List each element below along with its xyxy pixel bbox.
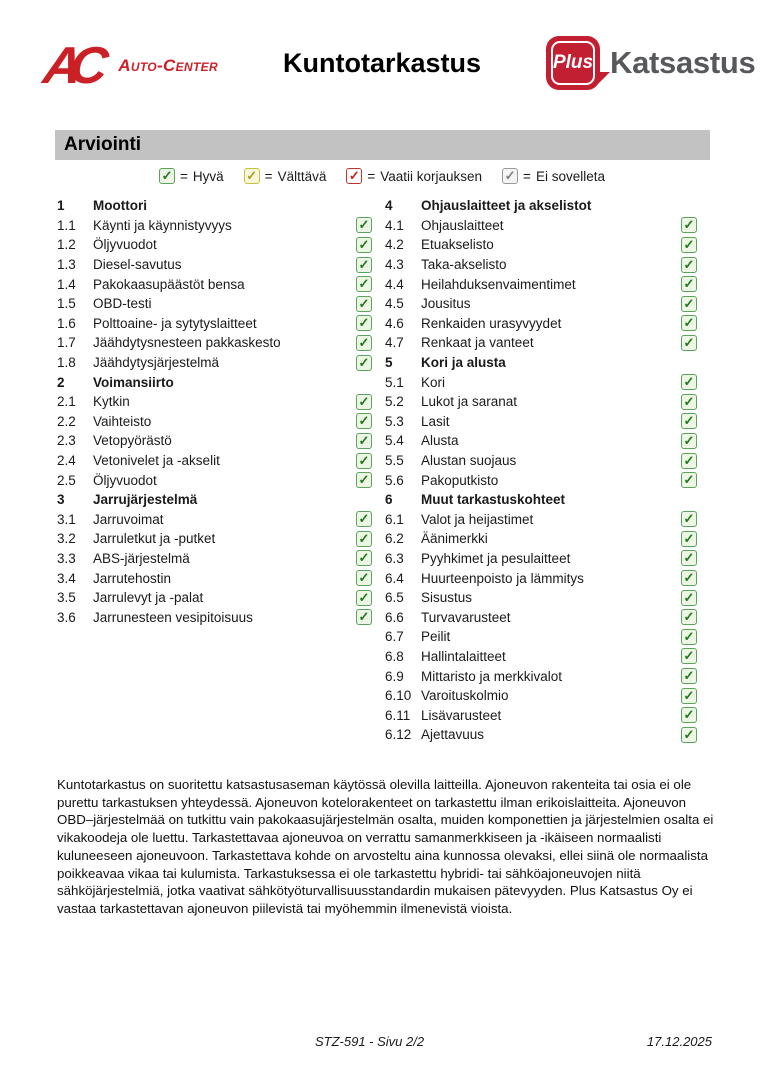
item-number: 5.2 <box>385 394 404 410</box>
equals-sign: = <box>180 168 188 184</box>
item-number: 2.1 <box>57 394 76 410</box>
item-label: Käynti ja käynnistyvyys <box>93 217 232 233</box>
checklist-item <box>385 431 697 451</box>
checkbox-checked-icon: ✓ <box>356 394 372 410</box>
item-number: 5.5 <box>385 453 404 469</box>
item-number: 4.6 <box>385 315 404 331</box>
section-heading: Muut tarkastuskohteet <box>421 492 566 508</box>
item-number: 6.11 <box>385 707 411 723</box>
checklist-item <box>57 333 372 353</box>
checkbox-checked-icon: ✓ <box>356 335 372 351</box>
legend-label: Ei sovelleta <box>535 168 605 184</box>
checklist-item <box>57 294 372 314</box>
checkbox-checked-icon: ✓ <box>681 707 697 723</box>
item-number: 6.3 <box>385 550 404 566</box>
item-label: Kytkin <box>93 394 130 410</box>
checklist-item <box>385 666 697 686</box>
item-label: Jäähdytysnesteen pakkaskesto <box>93 335 281 351</box>
checkbox-checked-icon: ✓ <box>356 570 372 586</box>
checkbox-fair-icon: ✓ <box>244 168 260 184</box>
item-number: 1.3 <box>57 257 76 273</box>
section-heading: Ohjauslaitteet ja akselistot <box>421 198 592 214</box>
item-label: Vetopyörästö <box>93 433 172 449</box>
checklist-item <box>57 235 372 255</box>
equals-sign: = <box>367 168 376 184</box>
item-number: 1.6 <box>57 315 76 331</box>
section-header-row <box>385 196 697 216</box>
section-header-row <box>385 353 697 373</box>
item-label: Jäähdytysjärjestelmä <box>93 355 220 371</box>
checkbox-checked-icon: ✓ <box>681 315 697 331</box>
checklist-item <box>57 255 372 275</box>
item-number: 6.8 <box>385 648 404 664</box>
checkbox-checked-icon: ✓ <box>681 688 697 704</box>
item-number: 2.2 <box>57 413 76 429</box>
checklist-item <box>385 392 697 412</box>
item-number: 3.5 <box>57 590 76 606</box>
checklist-item <box>385 333 697 353</box>
item-number: 4.3 <box>385 257 404 273</box>
item-label: Öljyvuodot <box>93 472 157 488</box>
checkbox-checked-icon: ✓ <box>681 550 697 566</box>
legend-label: Vaatii korjauksen <box>380 168 483 184</box>
item-number: 3.1 <box>57 511 76 527</box>
item-number: 4.2 <box>385 237 404 253</box>
checkbox-checked-icon: ✓ <box>681 727 697 743</box>
item-number: 6.7 <box>385 629 404 645</box>
checkbox-checked-icon: ✓ <box>356 511 372 527</box>
checklist-item <box>385 725 697 745</box>
katsastus-logo-text: Katsastus <box>610 45 756 80</box>
checkbox-checked-icon: ✓ <box>356 413 372 429</box>
item-label: Etuakselisto <box>421 237 494 253</box>
checkbox-checked-icon: ✓ <box>356 315 372 331</box>
item-label: Vetonivelet ja -akselit <box>93 453 220 469</box>
item-label: Alusta <box>421 433 459 449</box>
checklist-item <box>385 686 697 706</box>
item-label: Mittaristo ja merkkivalot <box>421 668 563 684</box>
item-label: Alustan suojaus <box>421 453 517 469</box>
item-number: 3.2 <box>57 531 76 547</box>
item-label: Huurteenpoisto ja lämmitys <box>421 570 584 586</box>
item-label: Polttoaine- ja sytytyslaitteet <box>93 315 257 331</box>
checkbox-checked-icon: ✓ <box>356 296 372 312</box>
checkbox-checked-icon: ✓ <box>681 257 697 273</box>
checklist-item <box>57 607 372 627</box>
item-number: 1.7 <box>57 335 76 351</box>
item-number: 6.9 <box>385 668 404 684</box>
checklist-item <box>57 588 372 608</box>
checklist-item <box>57 529 372 549</box>
legend-item <box>244 168 327 184</box>
item-number: 4.7 <box>385 335 404 351</box>
checkbox-checked-icon: ✓ <box>681 648 697 664</box>
section-heading: Moottori <box>93 198 147 214</box>
item-label: Hallintalaitteet <box>421 648 506 664</box>
checkbox-checked-icon: ✓ <box>356 217 372 233</box>
section-number: 1 <box>57 198 65 214</box>
equals-sign: = <box>264 168 273 184</box>
checklist-item <box>385 549 697 569</box>
checkbox-checked-icon: ✓ <box>681 570 697 586</box>
legend-item <box>502 168 605 184</box>
item-label: Renkaat ja vanteet <box>421 335 534 351</box>
checkbox-checked-icon: ✓ <box>356 472 372 488</box>
item-label: Ajettavuus <box>421 727 485 743</box>
checklist-column-left <box>57 196 372 745</box>
checklist-item <box>57 470 372 490</box>
section-number: 6 <box>385 492 393 508</box>
item-number: 2.3 <box>57 433 76 449</box>
item-label: Jarrulevyt ja -palat <box>93 590 204 606</box>
checklist-item <box>57 510 372 530</box>
item-number: 6.12 <box>385 727 412 743</box>
rating-legend <box>0 168 764 184</box>
item-label: Lukot ja saranat <box>421 394 518 410</box>
item-number: 4.4 <box>385 276 404 292</box>
checklist-item <box>57 353 372 373</box>
checklist-item <box>385 235 697 255</box>
checklist-item <box>385 627 697 647</box>
checklist-item <box>57 274 372 294</box>
item-label: OBD-testi <box>93 296 152 312</box>
item-label: Lasit <box>421 413 450 429</box>
item-label: Jarrutehostin <box>93 570 172 586</box>
section-header-row <box>57 372 372 392</box>
item-label: Pakokaasupäästöt bensa <box>93 276 245 292</box>
autocenter-monogram-icon: AC <box>39 37 101 95</box>
checkbox-checked-icon: ✓ <box>681 453 697 469</box>
item-label: ABS-järjestelmä <box>93 550 190 566</box>
checkbox-checked-icon: ✓ <box>681 335 697 351</box>
section-heading: Jarrujärjestelmä <box>93 492 198 508</box>
item-number: 5.6 <box>385 472 404 488</box>
checkbox-checked-icon: ✓ <box>681 609 697 625</box>
checkbox-checked-icon: ✓ <box>681 374 697 390</box>
checkbox-checked-icon: ✓ <box>681 629 697 645</box>
speech-bubble-tail-icon <box>595 72 610 87</box>
section-title: Arviointi <box>64 134 142 155</box>
footer-registration-page: STZ-591 - Sivu 2/2 <box>315 1034 425 1049</box>
checkbox-checked-icon: ✓ <box>356 590 372 606</box>
checkbox-na-icon: ✓ <box>502 168 518 184</box>
checklist-item <box>385 451 697 471</box>
section-number: 5 <box>385 355 393 371</box>
item-label: Pyyhkimet ja pesulaitteet <box>421 550 571 566</box>
checkbox-checked-icon: ✓ <box>681 413 697 429</box>
checklist <box>57 196 712 745</box>
item-number: 6.2 <box>385 531 404 547</box>
item-number: 1.2 <box>57 237 76 253</box>
checkbox-checked-icon: ✓ <box>681 394 697 410</box>
item-number: 4.1 <box>385 217 404 233</box>
legend-label: Välttävä <box>277 168 327 184</box>
item-number: 1.8 <box>57 355 76 371</box>
checklist-item <box>57 412 372 432</box>
item-number: 5.4 <box>385 433 404 449</box>
item-label: Heilahduksenvaimentimet <box>421 276 576 292</box>
item-label: Kori <box>421 374 446 390</box>
plus-badge-inner <box>551 41 595 85</box>
item-label: Jarruletkut ja -putket <box>93 531 216 547</box>
checkbox-checked-icon: ✓ <box>681 472 697 488</box>
plus-badge-text: Plus <box>552 52 594 73</box>
checklist-item <box>385 470 697 490</box>
footer-date: 17.12.2025 <box>646 1034 712 1049</box>
checkbox-checked-icon: ✓ <box>356 276 372 292</box>
item-number: 5.1 <box>385 374 404 390</box>
arviointi-section-bar <box>55 130 710 160</box>
checklist-item <box>57 392 372 412</box>
checklist-item <box>57 549 372 569</box>
section-heading: Voimansiirto <box>93 374 174 390</box>
item-number: 3.6 <box>57 609 76 625</box>
item-label: Jarruvoimat <box>93 511 164 527</box>
item-label: Varoituskolmio <box>421 688 509 704</box>
equals-sign: = <box>523 168 531 184</box>
checklist-item <box>385 705 697 725</box>
plus-badge-icon <box>546 36 600 90</box>
section-header-row <box>57 196 372 216</box>
item-number: 6.5 <box>385 590 404 606</box>
item-label: Lisävarusteet <box>421 707 502 723</box>
item-label: Diesel-savutus <box>93 257 182 273</box>
item-number: 3.4 <box>57 570 76 586</box>
item-label: Vaihteisto <box>93 413 152 429</box>
item-number: 3.3 <box>57 550 76 566</box>
item-number: 1.5 <box>57 296 76 312</box>
checkbox-checked-icon: ✓ <box>681 590 697 606</box>
item-number: 5.3 <box>385 413 404 429</box>
item-number: 6.10 <box>385 688 412 704</box>
item-label: Öljyvuodot <box>93 237 157 253</box>
item-number: 2.5 <box>57 472 76 488</box>
checkbox-checked-icon: ✓ <box>356 237 372 253</box>
legend-item <box>159 168 224 184</box>
checkbox-checked-icon: ✓ <box>681 276 697 292</box>
checklist-item <box>385 412 697 432</box>
checklist-item <box>57 431 372 451</box>
item-label: Sisustus <box>421 590 473 606</box>
plus-katsastus-logo <box>546 36 755 90</box>
checkbox-checked-icon: ✓ <box>356 531 372 547</box>
checklist-item <box>57 451 372 471</box>
checkbox-checked-icon: ✓ <box>356 355 372 371</box>
section-header-row <box>385 490 697 510</box>
item-label: Renkaiden urasyvyydet <box>421 315 562 331</box>
checkbox-good-icon: ✓ <box>159 168 175 184</box>
section-number: 2 <box>57 374 65 390</box>
checklist-column-right <box>385 196 697 745</box>
item-label: Äänimerkki <box>421 531 488 547</box>
item-label: Pakoputkisto <box>421 472 499 488</box>
checklist-item <box>385 647 697 667</box>
checkbox-repair-icon: ✓ <box>346 168 362 184</box>
page-title: Kuntotarkastus <box>282 48 482 78</box>
item-label: Jarrunesteen vesipitoisuus <box>93 609 253 625</box>
item-number: 6.6 <box>385 609 404 625</box>
item-label: Ohjauslaitteet <box>421 217 504 233</box>
legend-label: Hyvä <box>192 168 224 184</box>
checklist-item <box>385 510 697 530</box>
item-number: 6.1 <box>385 511 404 527</box>
checkbox-checked-icon: ✓ <box>681 296 697 312</box>
checkbox-checked-icon: ✓ <box>681 531 697 547</box>
legend-item <box>346 168 482 184</box>
item-number: 2.4 <box>57 453 76 469</box>
checkbox-checked-icon: ✓ <box>681 217 697 233</box>
item-number: 1.4 <box>57 276 76 292</box>
checklist-item <box>57 568 372 588</box>
checklist-item <box>385 607 697 627</box>
item-label: Turvavarusteet <box>421 609 511 625</box>
item-label: Taka-akselisto <box>421 257 507 273</box>
checkbox-checked-icon: ✓ <box>356 257 372 273</box>
item-number: 6.4 <box>385 570 404 586</box>
checklist-item <box>385 274 697 294</box>
item-label: Jousitus <box>421 296 471 312</box>
item-label: Valot ja heijastimet <box>421 511 534 527</box>
checklist-item <box>385 294 697 314</box>
checklist-item <box>385 568 697 588</box>
section-heading: Kori ja alusta <box>421 355 506 371</box>
checklist-item <box>385 529 697 549</box>
checkbox-checked-icon: ✓ <box>356 453 372 469</box>
checklist-item <box>57 216 372 236</box>
checklist-item <box>385 314 697 334</box>
section-number: 3 <box>57 492 65 508</box>
checkbox-checked-icon: ✓ <box>356 609 372 625</box>
checkbox-checked-icon: ✓ <box>681 668 697 684</box>
checkbox-checked-icon: ✓ <box>356 433 372 449</box>
item-number: 4.5 <box>385 296 404 312</box>
checkbox-checked-icon: ✓ <box>681 237 697 253</box>
autocenter-logo-text: Auto-Center <box>118 56 218 75</box>
disclaimer-text: Kuntotarkastus on suoritettu katsastusaseman käytössä olevilla laitteilla. Ajoneuvon rakenteita tai osia ei ole purettu tarkastuksen yhteydessä. Ajoneuvon kotelorakenteet on tarkastettu ilman erikoislaitteita. Ajoneuvon OBD–järjestelmää on tutkittu vain pakokaasujärjestelmän osalta, muiden komponettien ja järjestelmien osalta ei vikakoodeja ole luettu. Tarkastettavaa ajoneuvoa on verrattu samanmerkkiseen ja -ikäiseen normaalisti kuluneeseen ajoneuvoon. Tarkastettava kohde on arvosteltu aina kunnossa olevaksi, ellei siinä ole normaalista poikkeavaa vikaa tai kulumista. Tarkastuksessa ei ole tarkastettu hybridi- tai sähköajoneuvojen niitä sähköjärjestelmiä, jotka vaativat sähkötyöturvallisuusstandardin mukaisen pätevyyden. Plus Katsastus Oy ei vastaa tarkastettavan ajoneuvon piilevistä tai myöhemmin ilmenevistä vioista. <box>57 777 714 916</box>
item-number: 1.1 <box>57 217 76 233</box>
checklist-item <box>385 255 697 275</box>
section-header-row <box>57 490 372 510</box>
checklist-item <box>385 588 697 608</box>
checklist-item <box>57 314 372 334</box>
checkbox-checked-icon: ✓ <box>356 550 372 566</box>
checklist-item <box>385 216 697 236</box>
checklist-item <box>385 372 697 392</box>
item-label: Peilit <box>421 629 451 645</box>
checkbox-checked-icon: ✓ <box>681 511 697 527</box>
checkbox-checked-icon: ✓ <box>681 433 697 449</box>
section-number: 4 <box>385 198 393 214</box>
